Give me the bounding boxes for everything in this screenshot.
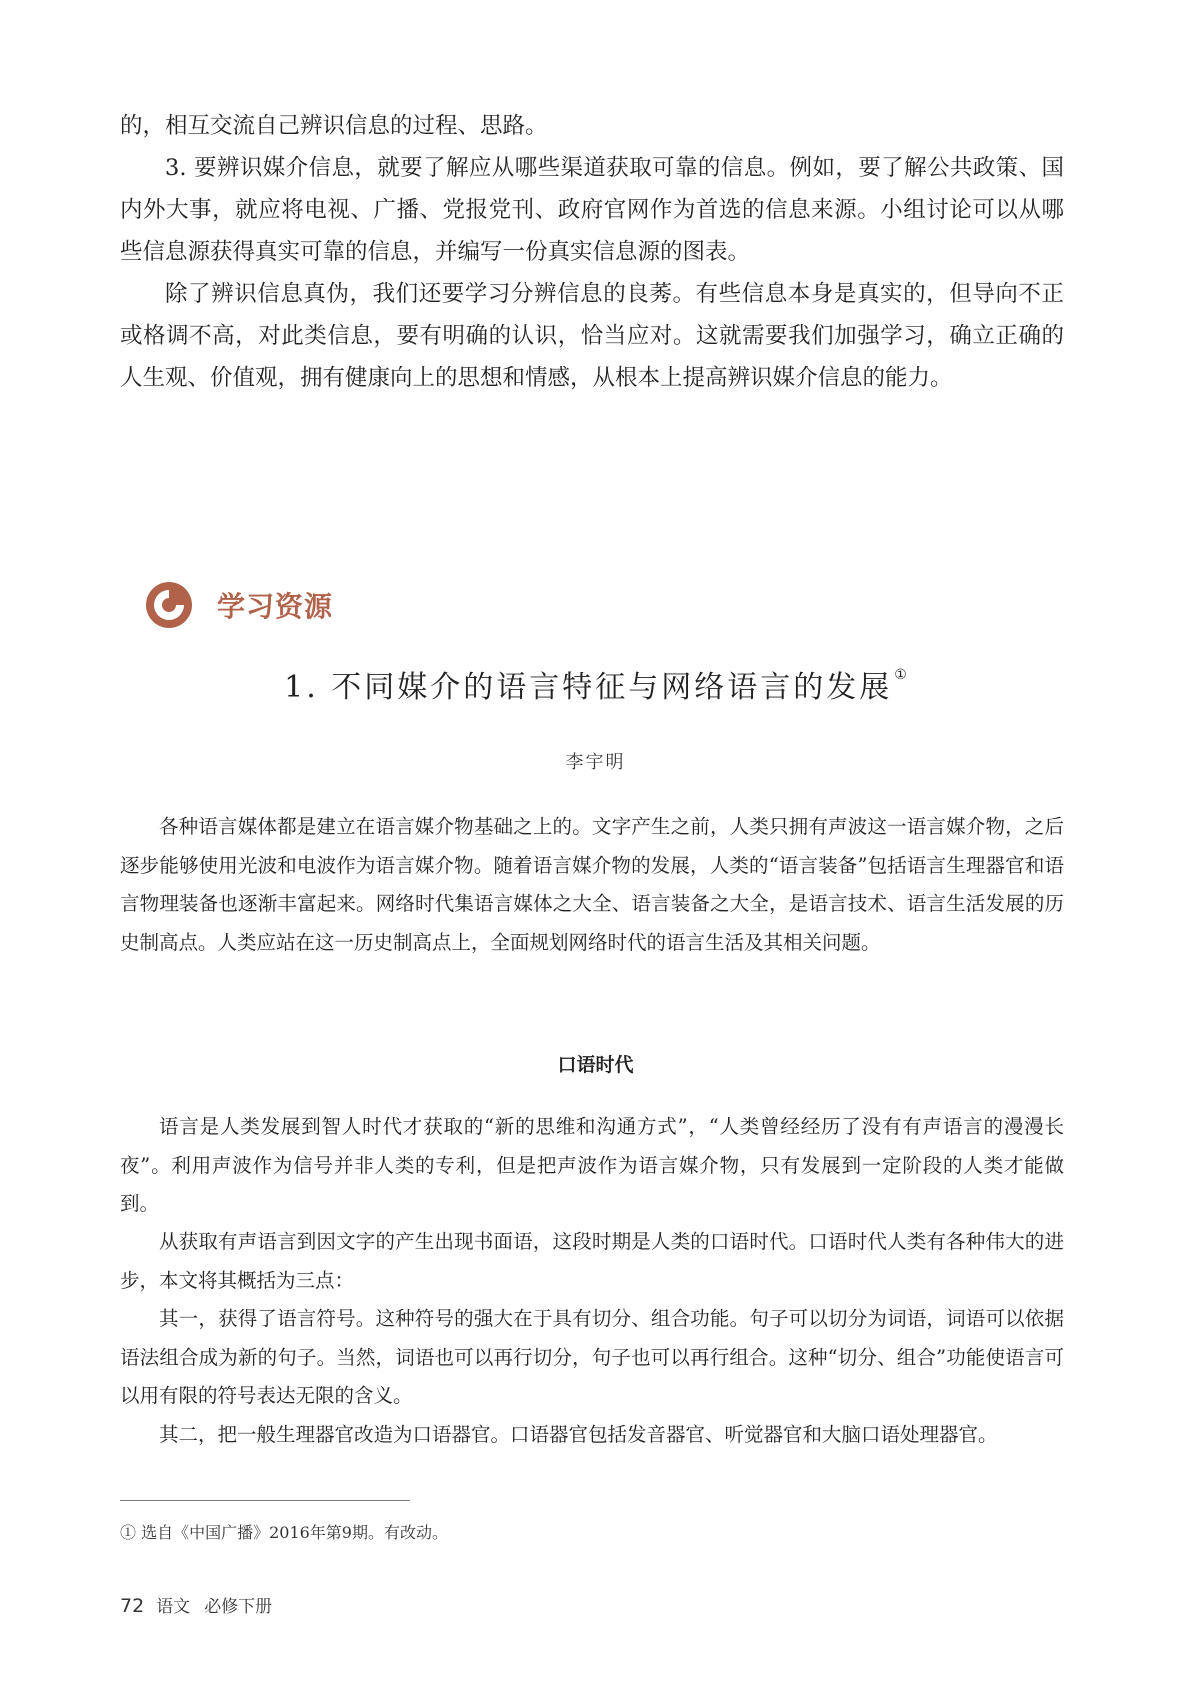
- section-header: [145, 578, 333, 632]
- page-number: 72: [120, 1595, 145, 1617]
- footnote: ① 选自《中国广播》2016年第9期。有改动。: [120, 1523, 448, 1542]
- intro-paragraph-closing: 除了辨识信息真伪，我们还要学习分辨信息的良莠。有些信息本身是真实的，但导向不正或格调不高，对此类信息，要有明确的认识，恰当应对。这就需要我们加强学习，确立正确的人生观、价值观，拥有健康向上的思想和情感，从根本上提高辨识媒介信息的能力。: [120, 281, 1064, 391]
- article-subheading: 口语时代: [557, 1054, 634, 1076]
- article-title-text: 1. 不同媒介的语言特征与网络语言的发展: [284, 670, 893, 705]
- learning-resource-icon: [145, 581, 193, 629]
- body-paragraph-1: 语言是人类发展到智人时代才获取的“新的思维和沟通方式”，“人类曾经经历了没有有声语言的漫漫长夜”。利用声波作为信号并非人类的专利，但是把声波作为语言媒介物，只有发展到一定阶段的人类才能做到。: [120, 1115, 1064, 1215]
- body-paragraph-4: 其二，把一般生理器官改造为口语器官。口语器官包括发音器官、听觉器官和大脑口语处理器官。: [159, 1423, 998, 1446]
- book-volume: 必修下册: [204, 1597, 273, 1617]
- body-paragraph-2: 从获取有声语言到因文字的产生出现书面语，这段时期是人类的口语时代。口语时代人类有各种伟大的进步，本文将其概括为三点：: [120, 1230, 1064, 1292]
- article-author: 李宇明: [565, 752, 626, 773]
- intro-paragraph-continued: 的，相互交流自己辨识信息的过程、思路。: [120, 113, 548, 139]
- intro-paragraph-item-3: 3. 要辨识媒介信息，就要了解应从哪些渠道获取可靠的信息。例如，要了解公共政策、国内外大事，就应将电视、广播、党报党刊、政府官网作为首选的信息来源。小组讨论可以从哪些信息源获得真实可靠的信息，并编写一份真实信息源的图表。: [120, 155, 1064, 265]
- article-title: [0, 662, 1191, 706]
- footnote-marker: ①: [894, 667, 907, 683]
- footnote-divider: [120, 1500, 410, 1501]
- book-subject: 语文: [156, 1597, 191, 1617]
- page-footer: [120, 1592, 272, 1617]
- body-paragraph-3: 其一，获得了语言符号。这种符号的强大在于具有切分、组合功能。句子可以切分为词语，词语可以依据语法组合成为新的句子。当然，词语也可以再行切分，句子也可以再行组合。这种“切分、组合”功能使语言可以用有限的符号表达无限的含义。: [120, 1307, 1064, 1407]
- section-title: 学习资源: [217, 590, 334, 623]
- article-abstract: 各种语言媒体都是建立在语言媒介物基础之上的。文字产生之前，人类只拥有声波这一语言媒介物，之后逐步能够使用光波和电波作为语言媒介物。随着语言媒介物的发展，人类的“语言装备”包括语言生理器官和语言物理装备也逐渐丰富起来。网络时代集语言媒体之大全、语言装备之大全，是语言技术、语言生活发展的历史制高点。人类应站在这一历史制高点上，全面规划网络时代的语言生活及其相关问题。: [120, 815, 1064, 954]
